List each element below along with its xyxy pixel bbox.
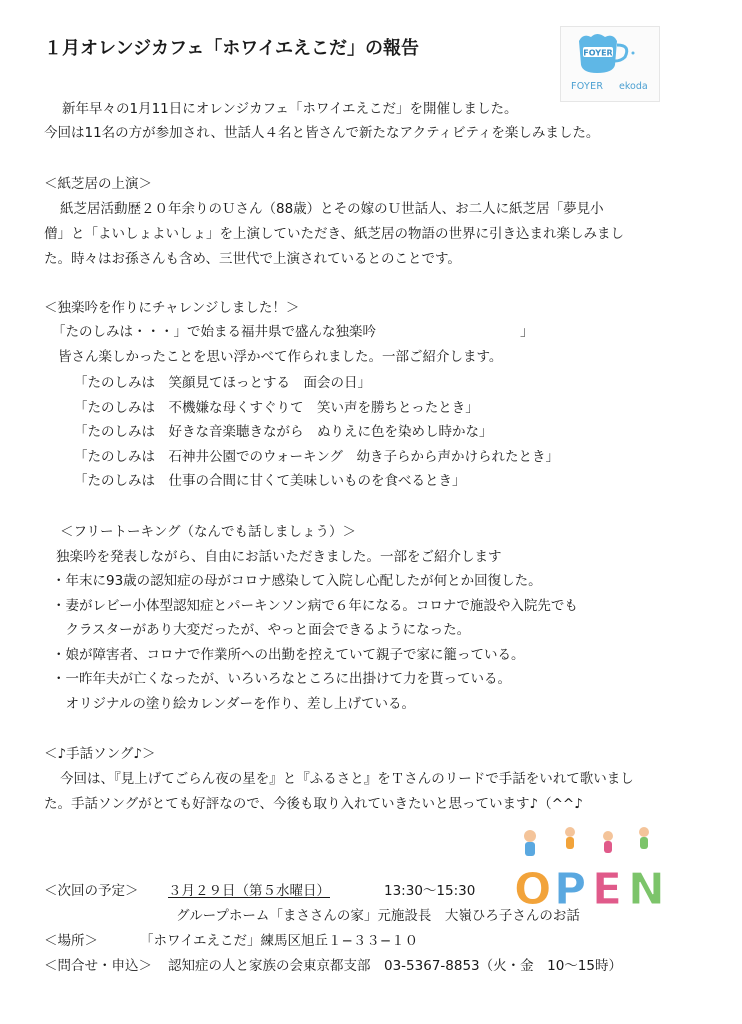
open-letters bbox=[514, 864, 665, 912]
kamishibai-line-2: 僧」と「よいしょよいしょ」を上演していただき、紙芝居の物語の世界に引き込まれ楽しみまし bbox=[44, 226, 624, 242]
freetalk-intro-line: 独楽吟を発表しながら、自由にお話いただきました。一部をご紹介します bbox=[56, 549, 502, 565]
dokuraku-intro-close: 」 bbox=[520, 324, 534, 340]
freetalk-item: オリジナルの塗り絵カレンダーを作り、差し上げている。 bbox=[52, 696, 415, 712]
poem-item: 「たのしみは 仕事の合間に甘くて美味しいものを食べるとき」 bbox=[74, 473, 466, 489]
foyer-ekoda-logo bbox=[560, 26, 660, 102]
kamishibai-line-1: 紙芝居活動歴２０年余りのＵさん（88歳）とその嫁のＵ世話人、お二人に紙芝居「夢見小 bbox=[60, 201, 604, 217]
logo-foyer-text: FOYER bbox=[571, 81, 604, 92]
section-heading-freetalk: ＜フリートーキング（なんでも話しましょう）＞ bbox=[60, 524, 357, 540]
freetalk-item: ・娘が障害者、コロナで作業所への出勤を控えていて親子で家に籠っている。 bbox=[52, 647, 525, 663]
poem-item: 「たのしみは 不機嫌な母くすぐりて 笑い声を勝ちとったとき」 bbox=[74, 400, 479, 416]
open-letter: N bbox=[628, 864, 665, 912]
song-line-1: 今回は、『見上げてごらん夜の星を』と『ふるさと』をＴさんのリードで手話をいれて歌いまし bbox=[60, 771, 634, 787]
freetalk-item: ・年末に93歳の認知症の母がコロナ感染して入院し心配したが何とか回復した。 bbox=[52, 573, 542, 589]
open-letter: E bbox=[592, 864, 623, 912]
kamishibai-line-3: た。時々はお孫さんも含め、三世代で上演されているとのことです。 bbox=[44, 251, 461, 267]
next-schedule-label: ＜次回の予定＞ bbox=[44, 883, 139, 899]
contact-value: 認知症の人と家族の会東京都支部 03-5367-8853（火・金 10～15時） bbox=[168, 958, 622, 974]
open-illustration bbox=[508, 822, 668, 912]
place-label: ＜場所＞ bbox=[44, 933, 98, 949]
song-line-2: た。手話ソングがとても好評なので、今後も取り入れていきたいと思っています♪（^^♪ bbox=[44, 796, 583, 812]
open-sign-icon bbox=[508, 822, 668, 912]
section-heading-kamishibai: ＜紙芝居の上演＞ bbox=[44, 176, 152, 192]
intro-line-2: 今回は11名の方が参加され、世話人４名と皆さんで新たなアクティビティを楽しみました。 bbox=[44, 125, 600, 141]
intro-line-1: 新年早々の1月11日にオレンジカフェ「ホワイエえこだ」を開催しました。 bbox=[62, 101, 518, 117]
poem-item: 「たのしみは 笑顔見てほっとする 面会の日」 bbox=[74, 375, 371, 391]
contact-label: ＜問合せ・申込＞ bbox=[44, 958, 152, 974]
section-heading-song: ＜♪手話ソング♪＞ bbox=[44, 746, 156, 762]
logo-badge-text: FOYER bbox=[583, 48, 613, 58]
next-schedule-topic: グループホーム「まささんの家」元施設長 大嶺ひろ子さんのお話 bbox=[176, 908, 580, 924]
section-heading-dokuraku: ＜独楽吟を作りにチャレンジしました！＞ bbox=[44, 300, 300, 316]
freetalk-item: クラスターがあり大変だったが、やっと面会できるようになった。 bbox=[52, 622, 471, 638]
dokuraku-line-2: 皆さん楽しかったことを思い浮かべて作られました。一部ご紹介します。 bbox=[58, 349, 503, 365]
freetalk-item: ・妻がレビー小体型認知症とパーキンソン病で６年になる。コロナで施設や入院先でも bbox=[52, 598, 578, 614]
open-letter: O bbox=[514, 864, 552, 912]
page-title: １月オレンジカフェ「ホワイエえこだ」の報告 bbox=[44, 38, 419, 59]
next-schedule-date: ３月２９日（第５水曜日） bbox=[168, 883, 330, 899]
open-letter: P bbox=[554, 864, 587, 912]
place-value: 「ホワイエえこだ」練馬区旭丘１−３３−１０ bbox=[140, 933, 419, 949]
poem-item: 「たのしみは 好きな音楽聴きながら ぬりえに色を染めし時かな」 bbox=[74, 424, 493, 440]
next-schedule-time: 13:30～15:30 bbox=[384, 883, 476, 899]
freetalk-item: ・一昨年夫が亡くなったが、いろいろなところに出掛けて力を貰っている。 bbox=[52, 671, 511, 687]
logo-ekoda-text: ekoda bbox=[619, 81, 648, 92]
dokuraku-intro-line: 「たのしみは・・・」で始まる福井県で盛んな独楽吟 bbox=[52, 324, 376, 340]
poem-item: 「たのしみは 石神井公園でのウォーキング 幼き子らから声かけられたとき」 bbox=[74, 449, 560, 465]
